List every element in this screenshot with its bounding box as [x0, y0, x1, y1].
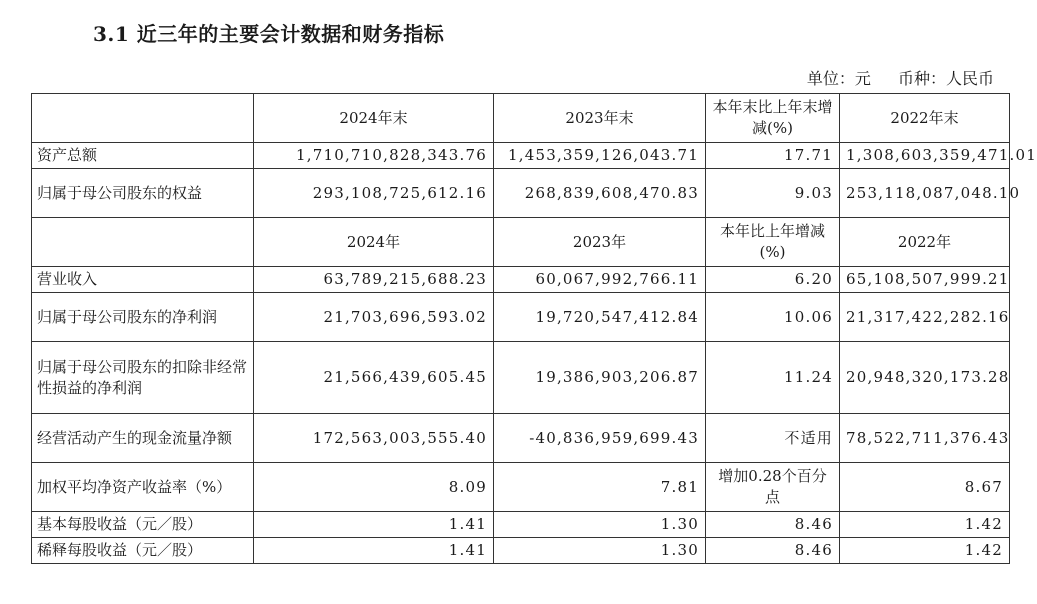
value-2022: 1.42	[840, 512, 1010, 538]
value-change: 增加0.28个百分点	[706, 463, 840, 512]
table-header-row-year	[32, 218, 1010, 267]
financial-data-table	[31, 93, 1037, 564]
table-row	[32, 293, 1010, 342]
header-cell-change-pct: 本年比上年增减(%)	[706, 218, 840, 267]
value-2024: 1.41	[254, 538, 494, 564]
row-label: 归属于母公司股东的净利润	[32, 293, 254, 342]
row-label: 加权平均净资产收益率（%）	[32, 463, 254, 512]
value-2024: 1,710,710,828,343.76	[254, 143, 494, 169]
table-row	[32, 169, 1010, 218]
value-2023: 1.30	[494, 512, 706, 538]
value-2024: 1.41	[254, 512, 494, 538]
table-row	[32, 414, 1010, 463]
table-row	[32, 463, 1010, 512]
value-2024: 21,703,696,593.02	[254, 293, 494, 342]
value-2024: 293,108,725,612.16	[254, 169, 494, 218]
row-label: 资产总额	[32, 143, 254, 169]
table-row	[32, 538, 1010, 564]
row-label: 归属于母公司股东的扣除非经常性损益的净利润	[32, 342, 254, 414]
value-2022: 21,317,422,282.16	[840, 293, 1010, 342]
row-label: 基本每股收益（元／股）	[32, 512, 254, 538]
table-row	[32, 143, 1010, 169]
row-label: 营业收入	[32, 267, 254, 293]
value-2023: 19,720,547,412.84	[494, 293, 706, 342]
value-change: 10.06	[706, 293, 840, 342]
value-2022: 8.67	[840, 463, 1010, 512]
value-change: 6.20	[706, 267, 840, 293]
value-2022: 20,948,320,173.28	[840, 342, 1010, 414]
header-cell-2022: 2022年	[840, 218, 1010, 267]
section-heading: 3.1 近三年的主要会计数据和财务指标	[93, 22, 445, 46]
row-label: 归属于母公司股东的权益	[32, 169, 254, 218]
value-2024: 172,563,003,555.40	[254, 414, 494, 463]
value-change: 17.71	[706, 143, 840, 169]
value-change: 8.46	[706, 512, 840, 538]
value-2024: 63,789,215,688.23	[254, 267, 494, 293]
currency-label: 币种：人民币	[897, 69, 994, 88]
value-2023: -40,836,959,699.43	[494, 414, 706, 463]
header-cell-2024-end: 2024年末	[254, 94, 494, 143]
table-row	[32, 267, 1010, 293]
value-2023: 1,453,359,126,043.71	[494, 143, 706, 169]
value-2022: 78,522,711,376.43	[840, 414, 1010, 463]
header-cell-label	[32, 94, 254, 143]
value-2022: 253,118,087,048.10	[840, 169, 1010, 218]
unit-label: 单位：元	[806, 69, 871, 88]
value-2023: 60,067,992,766.11	[494, 267, 706, 293]
header-cell-2023-end: 2023年末	[494, 94, 706, 143]
row-label: 经营活动产生的现金流量净额	[32, 414, 254, 463]
value-2023: 1.30	[494, 538, 706, 564]
table-header-row-period-end	[32, 94, 1010, 143]
value-2023: 7.81	[494, 463, 706, 512]
value-2022: 1,308,603,359,471.01	[840, 143, 1010, 169]
header-cell-2024: 2024年	[254, 218, 494, 267]
header-cell-label	[32, 218, 254, 267]
value-2022: 1.42	[840, 538, 1010, 564]
table-row	[32, 342, 1010, 414]
value-2023: 268,839,608,470.83	[494, 169, 706, 218]
value-change: 不适用	[706, 414, 840, 463]
value-change: 8.46	[706, 538, 840, 564]
header-cell-2023: 2023年	[494, 218, 706, 267]
table-row	[32, 512, 1010, 538]
value-2024: 21,566,439,605.45	[254, 342, 494, 414]
value-2024: 8.09	[254, 463, 494, 512]
value-change: 9.03	[706, 169, 840, 218]
value-2023: 19,386,903,206.87	[494, 342, 706, 414]
row-label: 稀释每股收益（元／股）	[32, 538, 254, 564]
header-cell-change-pct: 本年末比上年末增减(%)	[706, 94, 840, 143]
value-2022: 65,108,507,999.21	[840, 267, 1010, 293]
value-change: 11.24	[706, 342, 840, 414]
header-cell-2022-end: 2022年末	[840, 94, 1010, 143]
unit-currency-note	[785, 66, 994, 89]
